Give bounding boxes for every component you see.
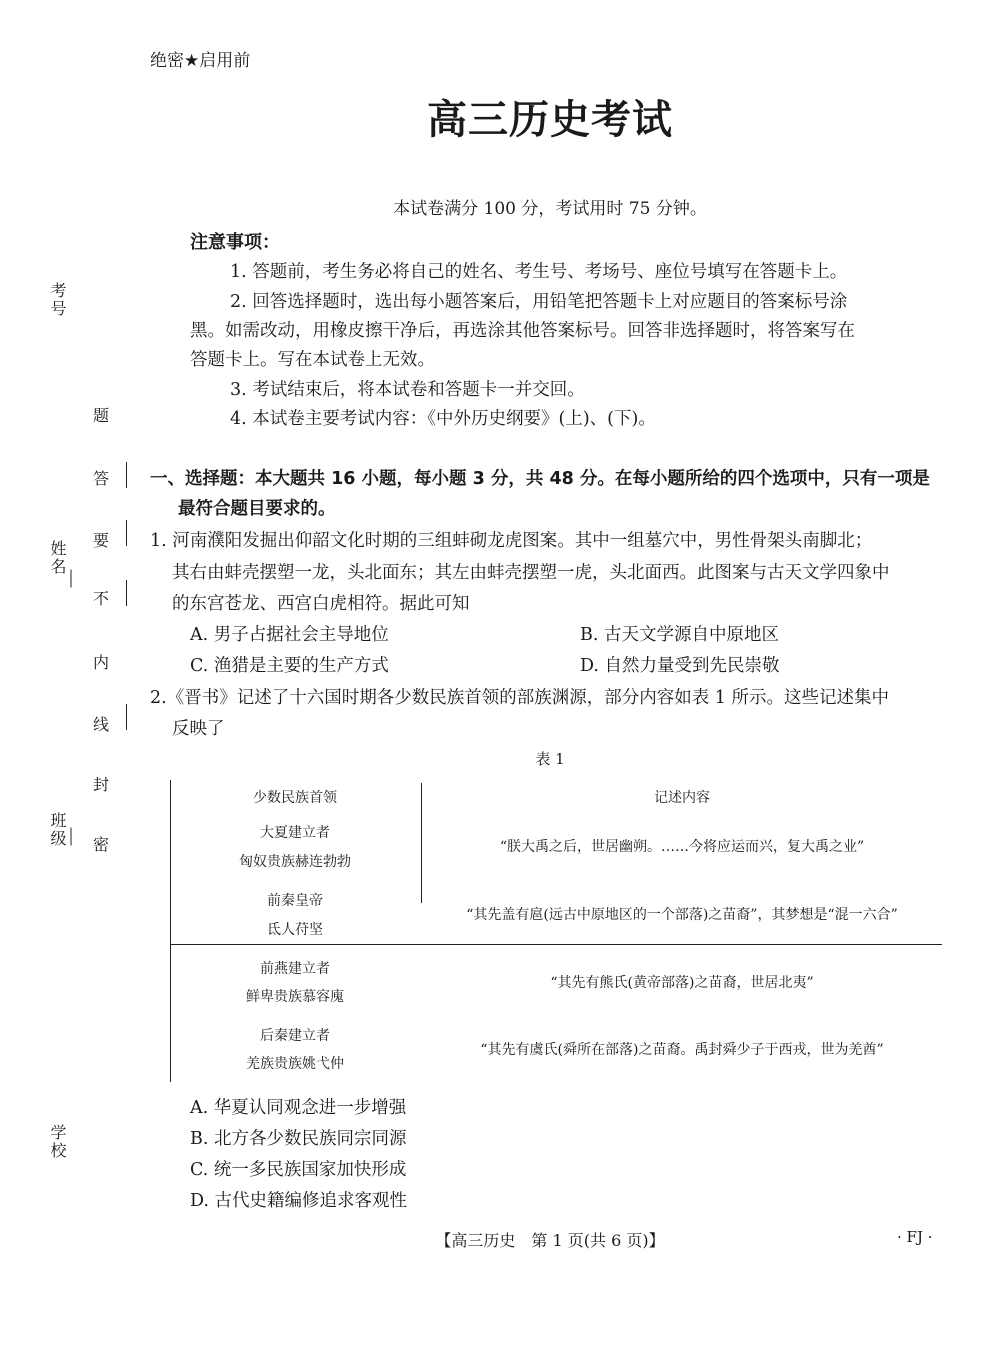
notice-item: 2. 回答选择题时，选出每小题答案后，用铅笔把答题卡上对应题目的答案标号涂 bbox=[230, 292, 848, 312]
notice-item: 4. 本试卷主要考试内容：《中外历史纲要》(上)、(下)。 bbox=[230, 409, 656, 429]
table-cell-content: “其先盖有扈(远古中原地区的一个部落)之苗裔”，其梦想是“混一六合” bbox=[466, 907, 898, 923]
seal-char: 线 bbox=[93, 715, 110, 734]
table-header-leader: 少数民族首领 bbox=[253, 790, 337, 806]
notice-item: 黑。如需改动，用橡皮擦干净后，再选涂其他答案标号。回答非选择题时，将答案写在 bbox=[190, 321, 855, 341]
table-cell-content: “朕大禹之后，世居幽朔。……今将应运而兴，复大禹之业” bbox=[499, 839, 865, 855]
section-heading: 一、选择题：本大题共 16 小题，每小题 3 分，共 48 分。在每小题所给的四个选项中，只有一项是 bbox=[150, 469, 930, 489]
score-line: 本试卷满分 100 分，考试用时 75 分钟。 bbox=[393, 199, 707, 219]
table-cell-content: “其先有虞氏(舜所在部落)之苗裔。禹封舜少子于西戎，世为羌酋” bbox=[480, 1042, 884, 1058]
table-cell-leader: 匈奴贵族赫连勃勃 bbox=[239, 854, 351, 870]
section-heading-cont: 最符合题目要求的。 bbox=[178, 499, 336, 519]
table-cell-leader: 氐人苻坚 bbox=[267, 922, 323, 938]
name-underline bbox=[71, 570, 72, 588]
q1-stem: 1. 河南濮阳发掘出仰韶文化时期的三组蚌砌龙虎图案。其中一组墓穴中，男性骨架头南脚北； bbox=[150, 531, 873, 551]
seal-char: 密 bbox=[93, 835, 110, 854]
table-midline bbox=[170, 944, 942, 945]
table-cell-leader: 羌族贵族姚弋仲 bbox=[246, 1056, 344, 1072]
q1-option-a[interactable]: A. 男子占据社会主导地位 bbox=[190, 625, 389, 645]
seal-char: 封 bbox=[93, 775, 110, 794]
seal-line bbox=[126, 704, 127, 730]
table-cell-leader: 鲜卑贵族慕容廆 bbox=[246, 989, 344, 1005]
q2-option-c[interactable]: C. 统一多民族国家加快形成 bbox=[190, 1160, 407, 1180]
notice-heading: 注意事项： bbox=[190, 232, 280, 253]
table-cell-leader: 前秦皇帝 bbox=[267, 893, 323, 909]
page-footer: 【高三历史 第 1 页(共 6 页)】 bbox=[435, 1231, 665, 1250]
q1-stem: 的东宫苍龙、西宫白虎相符。据此可知 bbox=[172, 594, 470, 614]
class-underline bbox=[71, 828, 72, 846]
seal-char: 内 bbox=[93, 653, 110, 672]
q1-stem: 其右由蚌壳摆塑一龙，头北面东；其左由蚌壳摆塑一虎，头北面西。此图案与古天文学四象中 bbox=[172, 563, 890, 583]
q2-option-a[interactable]: A. 华夏认同观念进一步增强 bbox=[190, 1098, 407, 1118]
table-header-content: 记述内容 bbox=[654, 790, 710, 806]
notice-item: 1. 答题前，考生务必将自己的姓名、考生号、考场号、座位号填写在答题卡上。 bbox=[230, 262, 848, 282]
notice-item: 3. 考试结束后，将本试卷和答题卡一并交回。 bbox=[230, 380, 585, 400]
q2-option-b[interactable]: B. 北方各少数民族同宗同源 bbox=[190, 1129, 407, 1149]
name-label: 姓名 bbox=[48, 540, 67, 576]
table-cell-leader: 前燕建立者 bbox=[260, 961, 330, 977]
q1-option-c[interactable]: C. 渔猎是主要的生产方式 bbox=[190, 656, 389, 676]
q2-stem: 2.《晋书》记述了十六国时期各少数民族首领的部族渊源，部分内容如表 1 所示。这些记述集中 bbox=[150, 688, 889, 708]
seal-char: 不 bbox=[93, 589, 110, 608]
notice-item: 答题卡上。写在本试卷上无效。 bbox=[190, 350, 435, 370]
class-label: 班级 bbox=[48, 812, 67, 848]
school-label: 学校 bbox=[48, 1124, 67, 1160]
q1-option-d[interactable]: D. 自然力量受到先民崇敬 bbox=[580, 656, 780, 676]
seal-line bbox=[126, 520, 127, 546]
seal-char: 题 bbox=[93, 406, 110, 425]
seal-line bbox=[126, 580, 127, 606]
exam-number-label: 考号 bbox=[48, 282, 67, 318]
seal-char: 答 bbox=[93, 469, 110, 488]
confidential-mark: 绝密★启用前 bbox=[150, 51, 251, 71]
q1-option-b[interactable]: B. 古天文学源自中原地区 bbox=[580, 625, 779, 645]
table-cell-leader: 大夏建立者 bbox=[260, 825, 330, 841]
table-caption: 表 1 bbox=[535, 750, 565, 768]
seal-line bbox=[126, 462, 127, 488]
table-cell-content: “其先有熊氏(黄帝部落)之苗裔，世居北夷” bbox=[550, 975, 814, 991]
table-cell-leader: 后秦建立者 bbox=[260, 1028, 330, 1044]
seal-char: 要 bbox=[93, 531, 110, 550]
q2-stem: 反映了 bbox=[172, 719, 225, 739]
q2-option-d[interactable]: D. 古代史籍编修追求客观性 bbox=[190, 1191, 408, 1211]
region-code: · FJ · bbox=[897, 1228, 933, 1246]
page-title: 高三历史考试 bbox=[427, 97, 673, 143]
